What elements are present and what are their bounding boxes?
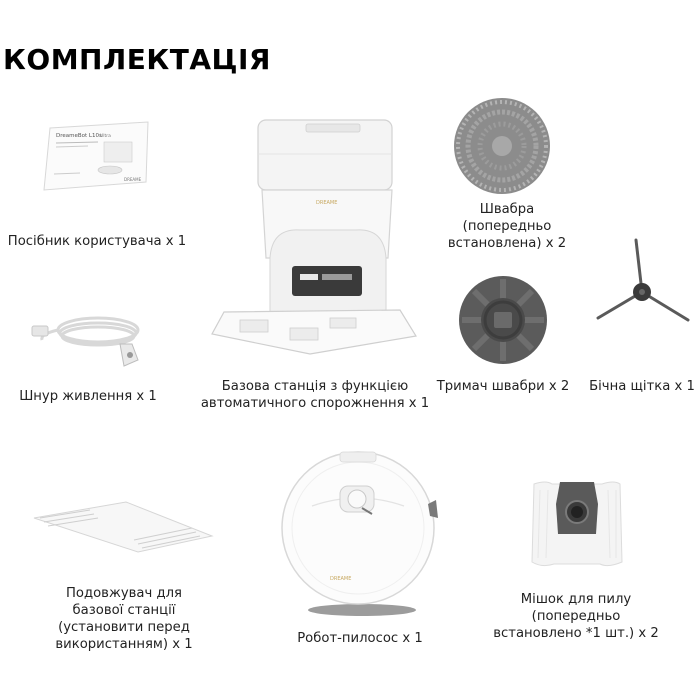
label-robot-vacuum: Робот-пилосос x 1 [297,631,423,646]
manual-brand: DREAME [124,177,142,182]
label-mop-pad: Швабра (попередньо встановлена) x 2 [447,202,567,251]
side-brush-icon [596,236,692,348]
station-brand: DREAME [316,200,338,206]
label-side-brush: Бічна щітка x 1 [589,379,695,394]
label-base-station: Базова станція з функцією автоматичного спорожнення x 1 [200,379,430,411]
manual-icon [40,118,152,192]
base-station-icon [210,108,430,358]
manual-title: DreameBot L10s [56,133,102,139]
label-power-cord: Шнур живлення x 1 [19,389,157,404]
mop-holder-icon [458,275,548,365]
page-title: КОМПЛЕКТАЦІЯ [3,43,271,76]
label-user-manual: Посібник користувача x 1 [7,234,187,249]
robot-brand: DREAME [330,576,352,582]
dust-bag-icon [528,478,626,570]
mop-pad-icon [452,96,552,196]
robot-vacuum-icon [278,446,440,618]
label-ramp-extension: Подовжувач для базової станції (установити перед використанням) x 1 [55,586,193,652]
manual-badge: Ultra [100,134,111,139]
power-cord-icon [28,300,148,370]
ramp-extension-icon [30,496,216,556]
label-dust-bag: Мішок для пилу (попередньо встановлено *1 шт.) x 2 [493,592,659,641]
label-mop-holder: Тримач швабри x 2 [436,379,570,394]
